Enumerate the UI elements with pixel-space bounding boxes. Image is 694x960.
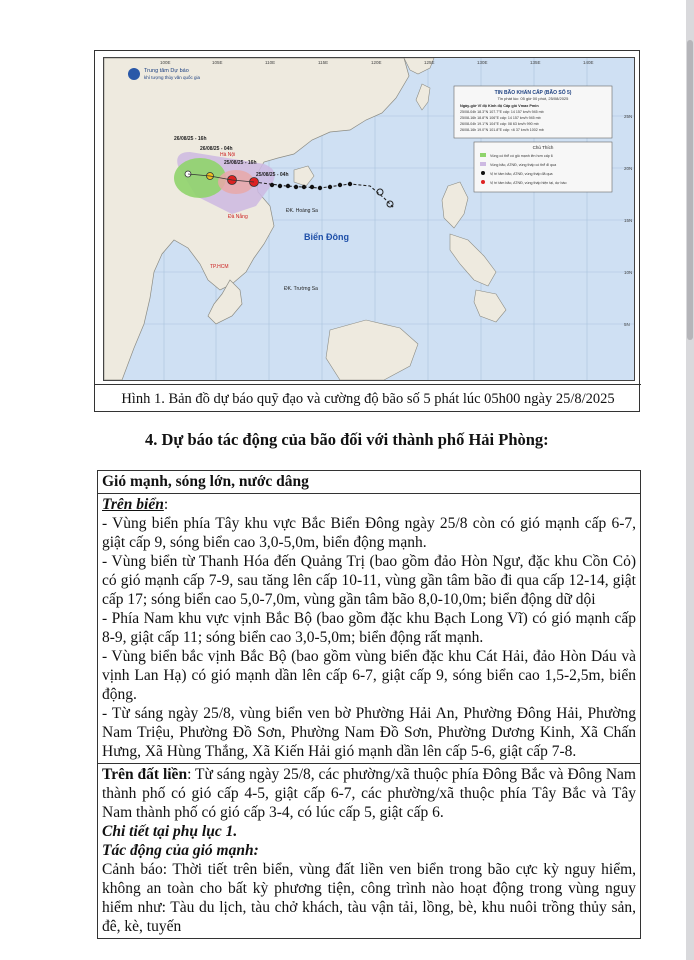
- svg-text:Tin phát lúc: 05 giờ 00 phút,: Tin phát lúc: 05 giờ 00 phút, 25/08/2025: [497, 96, 569, 101]
- svg-text:Hà Nội: Hà Nội: [220, 152, 236, 158]
- svg-text:25N: 25N: [624, 114, 633, 119]
- svg-text:Chú Thích: Chú Thích: [532, 145, 554, 150]
- figure-frame: [94, 50, 640, 412]
- svg-text:130E: 130E: [477, 60, 488, 65]
- sea-item: - Vùng biển phía Tây khu vực Bắc Biển Đông ngày 25/8 còn có gió mạnh cấp 6-7, giật cấp 9, sóng biển cao 3,0-5,0m, biển động mạnh.: [102, 515, 636, 551]
- svg-text:25/08-04h 18.3°N 107.7°E cấ: 25/08-04h 18.3°N 107.7°E cấp: 14 157 km/h 945 mb: [460, 110, 544, 114]
- sea-row: [98, 494, 641, 764]
- svg-text:15N: 15N: [624, 218, 633, 223]
- land-row: [98, 764, 641, 939]
- svg-text:20N: 20N: [624, 166, 633, 171]
- scrollbar-thumb[interactable]: [687, 40, 693, 340]
- land-text: : Từ sáng ngày 25/8, các phường/xã thuộc phía Đông Bắc và Đông Nam thành phố có gió cấp 4-5, giật cấp 6-7, các phường/xã thuộc phía Tây Bắc và Tây Nam thành phố có gió cấp 3-4, có lúc cấp 5, giật cấp 6.: [102, 766, 636, 821]
- agency-logo-icon: [128, 68, 140, 80]
- sea-title: Trên biển: [102, 496, 164, 513]
- legend-box: [474, 142, 612, 192]
- svg-text:100E: 100E: [160, 60, 171, 65]
- svg-text:Đà Nẵng: Đà Nẵng: [228, 214, 248, 220]
- map-image: [104, 58, 634, 380]
- appendix-note: Chi tiết tại phụ lục 1.: [102, 823, 238, 840]
- svg-text:khí tượng thủy văn quốc gia: khí tượng thủy văn quốc gia: [144, 75, 200, 80]
- strong-wind-zone: [174, 158, 226, 198]
- svg-text:25/08/25 - 04h: 25/08/25 - 04h: [256, 172, 289, 178]
- svg-text:TIN BÃO KHẨN CẤP (BÃO SỐ 5): TIN BÃO KHẨN CẤP (BÃO SỐ 5): [494, 90, 572, 96]
- svg-text:25/08/25 - 16h: 25/08/25 - 16h: [224, 160, 257, 166]
- table-header-cell: Gió mạnh, sóng lớn, nước dâng: [98, 471, 641, 494]
- wind-impact-title: Tác động của gió mạnh:: [102, 842, 259, 859]
- sea-item: - Vùng biển từ Thanh Hóa đến Quảng Trị (bao gồm đảo Hòn Ngư, đặc khu Cồn Cỏ) có gió mạnh cấp 7-9, sau tăng lên cấp 10-11, vùng gần tâm bão đi qua cấp 12-14, giật cấp 17; sóng biển cao 5,0-7,0m, vùng gần tâm bão 8,0-10,0m; biển động dữ dội: [102, 553, 636, 608]
- svg-text:26/08-04h 19.1°N 104°E cấp:: 26/08-04h 19.1°N 104°E cấp: 08 63 km/h 990 mb: [460, 122, 539, 126]
- svg-text:140E: 140E: [583, 60, 594, 65]
- svg-text:TP.HCM: TP.HCM: [210, 264, 229, 270]
- land-title: Trên đất liền: [102, 766, 188, 783]
- warning-text: Cảnh báo: Thời tiết trên biển, vùng đất liền ven biển trong bão cực kỳ nguy hiểm, không an toàn cho bất kỳ phương tiện, công trình nào hoạt động trong vùng nguy hiểm như: Tàu du lịch, tàu chở khách, tàu vận tải, lồng, bè, khu nuôi trồng thủy sản, đê, kè, tuyến: [102, 861, 636, 935]
- svg-text:ĐK. Trường Sa: ĐK. Trường Sa: [284, 286, 318, 292]
- svg-text:115E: 115E: [318, 60, 329, 65]
- svg-text:10N: 10N: [624, 270, 633, 275]
- impact-table: [97, 470, 641, 939]
- sea-item: - Phía Nam khu vực vịnh Bắc Bộ (bao gồm đặc khu Bạch Long Vĩ) có gió mạnh cấp 8-9, giật cấp 11; sóng biển cao 3,0-5,0m; biển động rất mạnh.: [102, 610, 636, 646]
- forecast-info-box: [454, 86, 612, 138]
- svg-text:5N: 5N: [624, 322, 630, 327]
- svg-text:110E: 110E: [265, 60, 276, 65]
- svg-text:Vùng có thể có gió mạnh lên hơ: Vùng có thể có gió mạnh lên hơn cấp 6: [490, 154, 553, 158]
- table-header-row: [98, 471, 641, 494]
- svg-text:Vùng bão, ATNĐ, vùng thấp có t: Vùng bão, ATNĐ, vùng thấp có thể đi qua: [490, 163, 557, 167]
- svg-text:25/08-16h 18.8°N 106°E cấp:: 25/08-16h 18.8°N 106°E cấp: 14 157 km/h 945 mb: [460, 116, 541, 120]
- svg-text:105E: 105E: [212, 60, 223, 65]
- svg-text:135E: 135E: [530, 60, 541, 65]
- sea-cell: Trên biển: - Vùng biển phía Tây khu vực Bắc Biển Đông ngày 25/8 còn có gió mạnh cấp 6-7, giật cấp 9, sóng biển cao 3,0-5,0m, biển động mạnh. - Vùng biển từ Thanh Hóa đến Quảng Trị (bao gồm đảo Hòn Ngư, đặc khu Cồn Cỏ) có gió mạnh cấp 7-9, sau tăng lên cấp 10-11, vùng gần tâm bão đi qua cấp 12-14, giật cấp 17; sóng biển cao 5,0-7,0m, vùng gần tâm bão 8,0-10,0m; biển động dữ dội - Phía Nam khu vực vịnh Bắc Bộ (bao gồm đặc khu Bạch Long Vĩ) có gió mạnh cấp 8-9, giật cấp 11; sóng biển cao 3,0-5,0m; biển động rất mạnh. - Vùng biển bắc vịnh Bắc Bộ (bao gồm vùng biển đặc khu Cát Hải, đảo Hòn Dáu và vịnh Lan Hạ) có gió mạnh dần lên cấp 6-7, giật cấp 9, sóng biển cao 1,5-2,5m, biển động. - Từ sáng ngày 25/8, vùng biển ven bờ Phường Hải An, Phường Đông Hải, Phường Nam Triệu, Phường Đồ Sơn, Phường Nam Đồ Sơn, Phường Dương Kinh, Xã Chấn Hưng, Xã Hùng Thắng, Xã Kiến Hải gió mạnh dần lên cấp 5-6, giật cấp 7-8.: [98, 494, 641, 764]
- figure-caption: Hình 1. Bản đồ dự báo quỹ đạo và cường độ bão số 5 phát lúc 05h00 ngày 25/8/2025: [95, 384, 641, 413]
- svg-text:26/08/25 - 16h: 26/08/25 - 16h: [174, 136, 207, 142]
- svg-text:125E: 125E: [424, 60, 435, 65]
- svg-text:ĐK. Hoàng Sa: ĐK. Hoàng Sa: [286, 208, 318, 214]
- svg-text:Ngày-giờ Vĩ độ Kinh độ Cấp: Ngày-giờ Vĩ độ Kinh độ Cấp gió Vmax Pmin: [460, 104, 539, 108]
- svg-text:120E: 120E: [371, 60, 382, 65]
- sea-item: - Vùng biển bắc vịnh Bắc Bộ (bao gồm vùng biển đặc khu Cát Hải, đảo Hòn Dáu và vịnh Lan Hạ) có gió mạnh dần lên cấp 6-7, giật cấp 9, sóng biển cao 1,5-2,5m, biển động.: [102, 648, 636, 703]
- sea-item: - Từ sáng ngày 25/8, vùng biển ven bờ Phường Hải An, Phường Đông Hải, Phường Nam Triệu, Phường Đồ Sơn, Phường Nam Đồ Sơn, Phường Dương Kinh, Xã Chấn Hưng, Xã Hùng Thắng, Xã Kiến Hải gió mạnh dần lên cấp 5-6, giật cấp 7-8.: [102, 705, 636, 760]
- svg-text:26/08-16h 19.0°N 101.8°E cấ: 26/08-16h 19.0°N 101.8°E cấp: <6 37 km/h 1002 mb: [460, 128, 544, 132]
- section-heading: 4. Dự báo tác động của bão đối với thành phố Hải Phòng:: [145, 430, 549, 449]
- svg-text:26/08/25 - 04h: 26/08/25 - 04h: [200, 146, 233, 152]
- svg-text:Biển Đông: Biển Đông: [304, 232, 349, 242]
- storm-forecast-map: [103, 57, 635, 381]
- svg-text:Vị trí tâm bão, ATNĐ, vùng thấ: Vị trí tâm bão, ATNĐ, vùng thấp hiện tại, dự báo: [490, 181, 567, 185]
- svg-text:Trung tâm Dự báo: Trung tâm Dự báo: [144, 68, 189, 74]
- svg-text:Vị trí tâm bão, ATNĐ, vùng thấ: Vị trí tâm bão, ATNĐ, vùng thấp đã qua: [490, 172, 553, 176]
- land-cell: [98, 764, 641, 939]
- vertical-scrollbar[interactable]: [686, 0, 694, 960]
